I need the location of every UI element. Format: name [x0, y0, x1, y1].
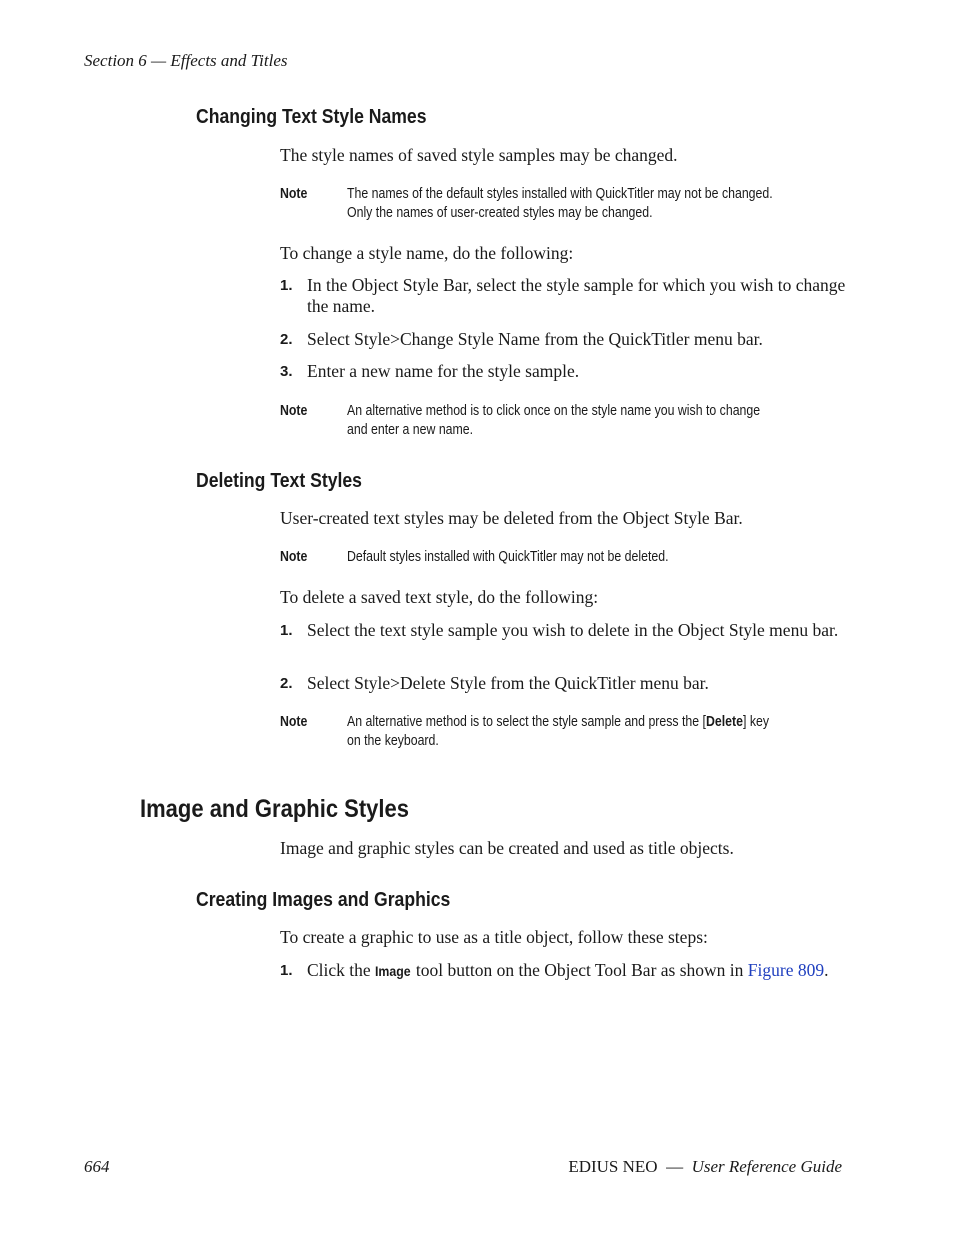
- deleting-intro: User-created text styles may be deleted from the Object Style Bar.: [280, 508, 743, 528]
- ui-term-image: Image: [375, 963, 411, 979]
- step-number: 2.: [280, 331, 293, 348]
- note-line: [347, 713, 769, 732]
- note-line: on the keyboard.: [347, 733, 439, 749]
- note-text-segment: ] key: [742, 714, 770, 730]
- footer-product: EDIUS NEO: [568, 1157, 658, 1176]
- heading-changing-text-style-names: Changing Text Style Names: [196, 106, 427, 128]
- footer-guide: User Reference Guide: [691, 1157, 842, 1176]
- step-text: In the Object Style Bar, select the style sample for which you wish to change the name.: [307, 275, 846, 316]
- step-text: [307, 960, 847, 982]
- footer-separator: —: [666, 1157, 684, 1176]
- page-number: 664: [84, 1157, 110, 1176]
- step-text: Select the text style sample you wish to delete in the Object Style menu bar.: [307, 620, 839, 640]
- changing-intro: The style names of saved style samples may be changed.: [280, 145, 678, 165]
- note-label: Note: [280, 403, 308, 419]
- step-text: Select Style>Delete Style from the QuickTitler menu bar.: [307, 673, 709, 693]
- deleting-lead: To delete a saved text style, do the following:: [280, 587, 599, 607]
- note-text-segment: An alternative method is to select the style sample and press the [: [347, 714, 706, 730]
- note-text: [347, 548, 669, 567]
- key-name: Delete: [705, 714, 743, 730]
- step-number: 1.: [280, 622, 293, 639]
- changing-lead: To change a style name, do the following:: [280, 243, 574, 263]
- note-label: Note: [280, 714, 308, 730]
- note-line: Only the names of user-created styles may be changed.: [347, 205, 653, 221]
- step-number: 3.: [280, 363, 293, 380]
- creating-lead: To create a graphic to use as a title object, follow these steps:: [280, 927, 708, 947]
- step-number: 1.: [280, 962, 293, 979]
- step-text-segment: Click the: [307, 960, 376, 980]
- figure-809-link[interactable]: Figure 809: [747, 960, 825, 980]
- step-number: 1.: [280, 277, 293, 294]
- step-text: Select Style>Change Style Name from the QuickTitler menu bar.: [307, 329, 763, 349]
- step-text-segment: .: [824, 960, 829, 980]
- heading-creating-images-and-graphics: Creating Images and Graphics: [196, 889, 451, 911]
- heading-deleting-text-styles: Deleting Text Styles: [196, 470, 362, 492]
- note-label: Note: [280, 186, 308, 202]
- note-line: The names of the default styles installed with QuickTitler may not be changed.: [347, 186, 773, 202]
- step-text: Enter a new name for the style sample.: [307, 361, 580, 381]
- step-number: 2.: [280, 675, 293, 692]
- note-label: Note: [280, 549, 308, 565]
- note-line: and enter a new name.: [347, 422, 474, 438]
- footer-guide-title: [568, 1157, 842, 1177]
- note-text: [347, 185, 773, 223]
- note-text: [347, 713, 769, 751]
- running-header: Section 6 — Effects and Titles: [84, 51, 288, 70]
- image-intro: Image and graphic styles can be created and used as title objects.: [280, 838, 734, 858]
- note-line: An alternative method is to click once on the style name you wish to change: [347, 403, 761, 419]
- heading-image-and-graphic-styles: Image and Graphic Styles: [140, 795, 409, 823]
- step-text-segment: tool button on the Object Tool Bar as shown in: [411, 960, 748, 980]
- note-line: Default styles installed with QuickTitler may not be deleted.: [347, 549, 669, 565]
- note-text: [347, 402, 760, 440]
